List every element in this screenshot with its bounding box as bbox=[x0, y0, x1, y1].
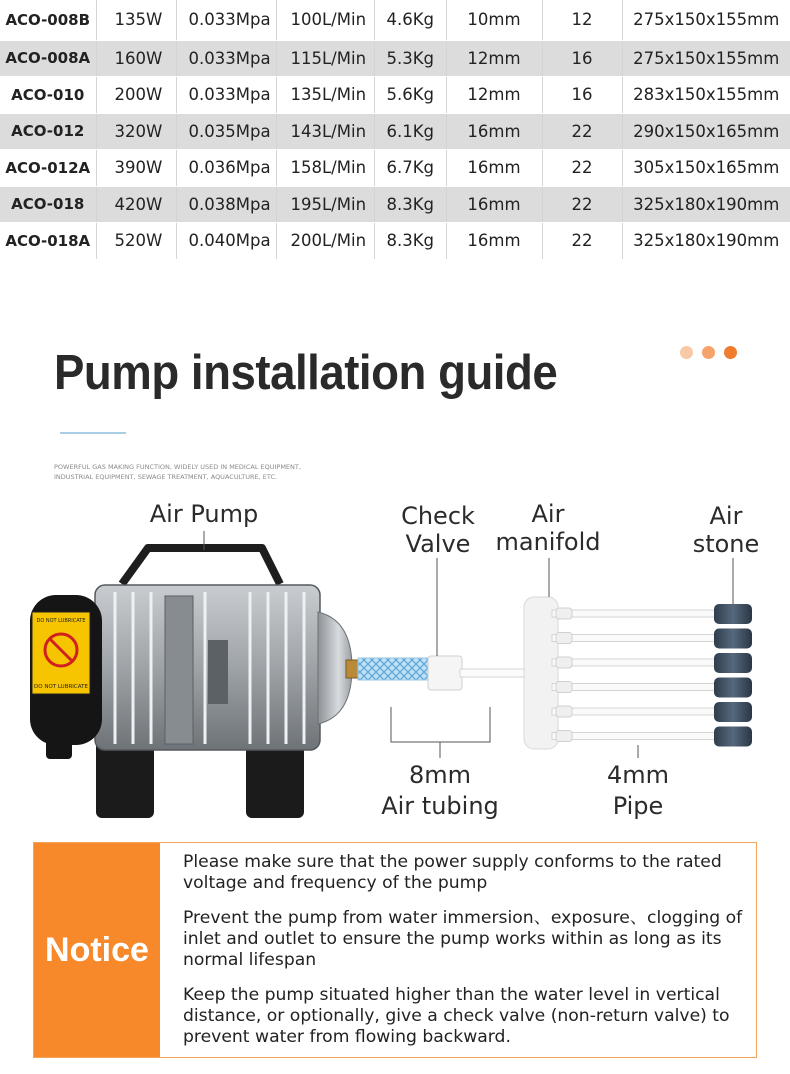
notice-label-block bbox=[34, 843, 160, 1057]
manifold-branch-nipple bbox=[556, 682, 572, 693]
label-pipe-line2: Pipe bbox=[612, 792, 664, 820]
table-cell: 8.3Kg bbox=[374, 223, 446, 260]
label-air-tubing-line1: 8mm bbox=[408, 761, 472, 789]
air-stone bbox=[714, 727, 752, 747]
air-stone bbox=[714, 702, 752, 722]
table-cell: 8.3Kg bbox=[374, 186, 446, 223]
table-cell: 0.033Mpa bbox=[176, 77, 276, 114]
manifold-branch-nipple bbox=[556, 608, 572, 619]
label-check-valve-line2: Valve bbox=[405, 530, 471, 558]
table-cell: 0.033Mpa bbox=[176, 0, 276, 40]
decor-dot bbox=[680, 346, 693, 359]
table-cell: 115L/Min bbox=[276, 40, 374, 77]
label-check-valve-line1: Check bbox=[401, 502, 475, 530]
title-underline bbox=[60, 432, 126, 434]
table-cell: 158L/Min bbox=[276, 150, 374, 187]
table-cell: 12mm bbox=[446, 40, 542, 77]
check-valve bbox=[428, 656, 462, 690]
table-cell: 0.033Mpa bbox=[176, 40, 276, 77]
table-row bbox=[0, 40, 790, 77]
manifold-branch-nipple bbox=[556, 657, 572, 668]
table-cell: 22 bbox=[542, 223, 622, 260]
table-cell: 135L/Min bbox=[276, 77, 374, 114]
table-cell: 22 bbox=[542, 113, 622, 150]
subtitle-line-1: POWERFUL GAS MAKING FUNCTION, WIDELY USED IN MEDICAL EQUIPMENT, bbox=[54, 463, 301, 471]
table-cell: 16mm bbox=[446, 223, 542, 260]
table-cell: 0.035Mpa bbox=[176, 113, 276, 150]
table-cell: 22 bbox=[542, 150, 622, 187]
table-cell: 16 bbox=[542, 77, 622, 114]
air-tubing-8mm bbox=[358, 658, 432, 680]
table-cell: 0.040Mpa bbox=[176, 223, 276, 260]
subtitle-line-2: INDUSTRIAL EQUIPMENT, SEWAGE TREATMENT, AQUACULTURE, ETC. bbox=[54, 473, 278, 481]
manifold-branch-pipe bbox=[552, 684, 722, 691]
spec-table-body bbox=[0, 0, 790, 259]
model-cell: ACO-010 bbox=[0, 77, 96, 114]
table-cell: 283x150x155mm bbox=[622, 77, 790, 114]
label-air-tubing-line2: Air tubing bbox=[381, 792, 499, 820]
table-row bbox=[0, 186, 790, 223]
air-pump-illustration bbox=[30, 548, 360, 818]
table-cell: 6.7Kg bbox=[374, 150, 446, 187]
sticker-bottom-text: DO NOT LUBRICATE bbox=[34, 684, 88, 690]
decor-dots bbox=[680, 346, 737, 359]
table-cell: 5.6Kg bbox=[374, 77, 446, 114]
spec-table bbox=[0, 0, 790, 260]
label-air-stone-line2: stone bbox=[692, 530, 760, 558]
label-air-manifold-line2: manifold bbox=[495, 528, 601, 556]
table-cell: 0.038Mpa bbox=[176, 186, 276, 223]
table-cell: 325x180x190mm bbox=[622, 223, 790, 260]
model-cell: ACO-012A bbox=[0, 150, 96, 187]
table-cell: 135W bbox=[96, 0, 176, 40]
label-pipe bbox=[592, 760, 684, 822]
decor-dot bbox=[702, 346, 715, 359]
notice-item: Please make sure that the power supply conforms to the rated voltage and frequency of the pump bbox=[183, 852, 722, 893]
decor-dot bbox=[724, 346, 737, 359]
table-cell: 0.036Mpa bbox=[176, 150, 276, 187]
table-cell: 200W bbox=[96, 77, 176, 114]
table-cell: 5.3Kg bbox=[374, 40, 446, 77]
table-cell: 143L/Min bbox=[276, 113, 374, 150]
subtitle bbox=[54, 462, 314, 482]
table-cell: 290x150x165mm bbox=[622, 113, 790, 150]
table-cell: 195L/Min bbox=[276, 186, 374, 223]
air-stone bbox=[714, 653, 752, 673]
air-stone bbox=[714, 678, 752, 698]
model-cell: ACO-018 bbox=[0, 186, 96, 223]
table-row bbox=[0, 0, 790, 40]
table-cell: 305x150x165mm bbox=[622, 150, 790, 187]
label-air-stone-line1: Air bbox=[709, 502, 743, 530]
manifold-branch-nipple bbox=[556, 706, 572, 717]
model-cell: ACO-012 bbox=[0, 113, 96, 150]
manifold-branch-pipe bbox=[552, 659, 722, 666]
label-air-tubing bbox=[375, 760, 505, 822]
table-cell: 16mm bbox=[446, 186, 542, 223]
manifold-branch-pipe bbox=[552, 610, 722, 617]
notice-item: Prevent the pump from water immersion、exposure、clogging of inlet and outlet to ensure the pump works within as long as its normal lifespan bbox=[183, 908, 743, 970]
label-air-manifold-line1: Air bbox=[531, 500, 565, 528]
table-row bbox=[0, 223, 790, 260]
table-cell: 520W bbox=[96, 223, 176, 260]
notice-box bbox=[33, 842, 757, 1058]
air-stone bbox=[714, 629, 752, 649]
label-pipe-line1: 4mm bbox=[606, 761, 670, 789]
table-cell: 275x150x155mm bbox=[622, 40, 790, 77]
label-check-valve bbox=[392, 502, 484, 558]
table-cell: 10mm bbox=[446, 0, 542, 40]
label-air-stone bbox=[684, 502, 768, 558]
table-row bbox=[0, 77, 790, 114]
table-cell: 420W bbox=[96, 186, 176, 223]
table-cell: 100L/Min bbox=[276, 0, 374, 40]
table-cell: 12mm bbox=[446, 77, 542, 114]
air-manifold bbox=[524, 597, 752, 749]
sticker-top-text: DO NOT LUBRICATE bbox=[36, 618, 86, 624]
label-air-pump: Air Pump bbox=[149, 500, 259, 528]
manifold-branch-nipple bbox=[556, 633, 572, 644]
table-cell: 6.1Kg bbox=[374, 113, 446, 150]
table-cell: 16mm bbox=[446, 150, 542, 187]
label-air-manifold bbox=[492, 500, 604, 556]
page-title: Pump installation guide bbox=[54, 346, 558, 400]
pipe-4mm bbox=[460, 669, 526, 677]
manifold-branch-nipple bbox=[556, 731, 572, 742]
notice-list bbox=[183, 852, 751, 1062]
table-cell: 200L/Min bbox=[276, 223, 374, 260]
table-cell: 160W bbox=[96, 40, 176, 77]
table-cell: 12 bbox=[542, 0, 622, 40]
model-cell: ACO-018A bbox=[0, 223, 96, 260]
table-cell: 325x180x190mm bbox=[622, 186, 790, 223]
table-row bbox=[0, 113, 790, 150]
table-cell: 22 bbox=[542, 186, 622, 223]
manifold-branch-pipe bbox=[552, 733, 722, 740]
model-cell: ACO-008B bbox=[0, 0, 96, 40]
table-row bbox=[0, 150, 790, 187]
table-cell: 16mm bbox=[446, 113, 542, 150]
manifold-branch-pipe bbox=[552, 708, 722, 715]
model-cell: ACO-008A bbox=[0, 40, 96, 77]
notice-label: Notice bbox=[45, 930, 149, 969]
table-cell: 390W bbox=[96, 150, 176, 187]
table-cell: 4.6Kg bbox=[374, 0, 446, 40]
manifold-branch-pipe bbox=[552, 635, 722, 642]
table-cell: 16 bbox=[542, 40, 622, 77]
notice-item: Keep the pump situated higher than the water level in vertical distance, or optionally, give a check valve (non-return valve) to prevent water from flowing backward. bbox=[183, 985, 730, 1047]
table-cell: 275x150x155mm bbox=[622, 0, 790, 40]
air-stone bbox=[714, 604, 752, 624]
table-cell: 320W bbox=[96, 113, 176, 150]
